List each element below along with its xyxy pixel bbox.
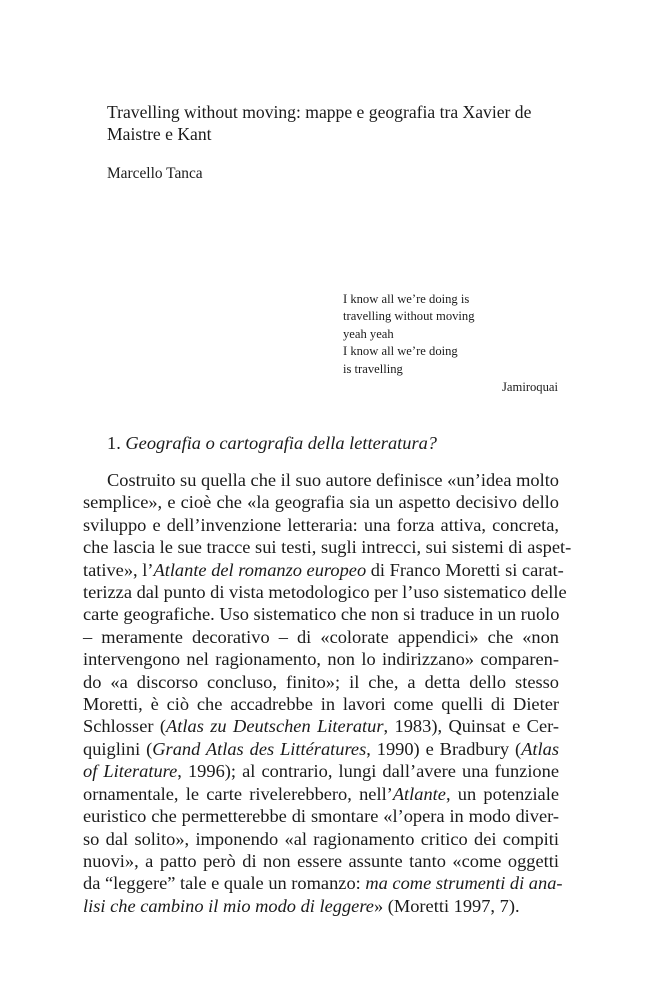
text-line (83, 828, 559, 850)
text-line (83, 559, 564, 581)
text-segment: da “leggere” tale e quale un romanzo: (83, 873, 366, 894)
italic-text: Atlante (392, 783, 446, 804)
epigraph-line: I know all we’re doing (343, 344, 458, 359)
text-segment: nuovi», a patto però di non essere assunte tanto «come oggetti (83, 850, 559, 871)
text-segment: Costruito su quella che il suo autore definisce «un’idea molto (107, 470, 559, 490)
author-name: Marcello Tanca (107, 165, 203, 182)
italic-text: Atlas zu Deutschen Literatur (166, 716, 384, 737)
text-line (83, 514, 559, 536)
text-segment: do «a discorso concluso, finito»; il che, a detta dello stesso (83, 671, 559, 692)
text-segment: » (Moretti 1997, 7). (373, 895, 520, 916)
text-segment: carte geografiche. Uso sistematico che non si traduce in un ruolo (83, 604, 560, 625)
text-segment: , 1990) e Bradbury ( (366, 738, 522, 759)
article-title (107, 101, 567, 145)
text-segment: , 1983), Quinsat e Cer- (383, 716, 559, 737)
text-segment: tative», l’ (83, 559, 154, 580)
italic-text: Grand Atlas des Littératures (152, 738, 367, 759)
text-line (83, 715, 559, 737)
text-segment: – meramente decorativo – di «colorate appendici» che «non (83, 626, 559, 647)
text-line (83, 850, 559, 872)
text-line (83, 895, 559, 917)
text-line (83, 671, 559, 693)
text-line (83, 581, 567, 603)
text-line (83, 738, 559, 760)
italic-text: lisi che cambino il mio modo di leggere (83, 895, 374, 916)
text-line (83, 603, 559, 625)
epigraph-attribution: Jamiroquai (502, 380, 558, 395)
text-line (83, 469, 559, 491)
text-segment: , 1996); al contrario, lungi dall’avere una funzione (177, 761, 559, 782)
section-heading (107, 431, 437, 455)
text-segment: Schlosser ( (83, 716, 167, 737)
epigraph (343, 291, 558, 396)
epigraph-line: I know all we’re doing is (343, 292, 470, 306)
text-line (83, 648, 559, 670)
section-number: 1. (107, 433, 121, 453)
text-segment: sviluppo e dell’invenzione letteraria: una forza attiva, concreta, (83, 514, 559, 535)
italic-text: Atlante del romanzo europeo (153, 559, 367, 580)
text-segment: , un potenziale (445, 783, 559, 804)
epigraph-line: is travelling (343, 361, 403, 376)
text-segment: quiglini ( (83, 738, 153, 759)
text-line (83, 805, 559, 827)
text-segment: so dal solito», imponendo «al ragionamento critico dei compiti (83, 828, 559, 849)
text-line (83, 536, 572, 558)
text-line (83, 872, 563, 894)
article-title-line-2: Maistre e Kant (107, 124, 212, 144)
epigraph-line: travelling without moving (343, 309, 475, 324)
italic-text: ma come strumenti di ana- (365, 873, 563, 894)
text-segment: intervengono nel ragionamento, non lo indirizzano» comparen- (83, 649, 559, 670)
section-title: Geografia o cartografia della letteratura? (125, 433, 438, 453)
epigraph-line: yeah yeah (343, 326, 394, 341)
text-line (83, 693, 559, 715)
text-segment: Moretti, è ciò che accadrebbe in lavori come quelli di Dieter (83, 694, 559, 715)
text-line (83, 760, 559, 782)
text-line (83, 626, 559, 648)
italic-text: Atlas (521, 738, 559, 759)
text-segment: semplice», e cioè che «la geografia sia un aspetto decisivo dello (83, 492, 559, 513)
text-segment: terizza dal punto di vista metodologico per l’uso sistematico delle (83, 582, 567, 603)
text-segment: ornamentale, le carte rivelerebbero, nell’ (83, 783, 393, 804)
article-title-line-1: Travelling without moving: mappe e geografia tra Xavier de (107, 102, 532, 122)
text-segment: di Franco Moretti si carat- (366, 559, 564, 580)
body-paragraph (83, 469, 572, 917)
italic-text: of Literature (83, 761, 178, 782)
text-line (83, 783, 559, 805)
text-segment: che lascia le sue tracce sui testi, sugli intrecci, sui sistemi di aspet- (83, 537, 572, 558)
text-line (83, 491, 559, 513)
text-segment: euristico che permetterebbe di smontare «l’opera in modo diver- (83, 806, 559, 827)
